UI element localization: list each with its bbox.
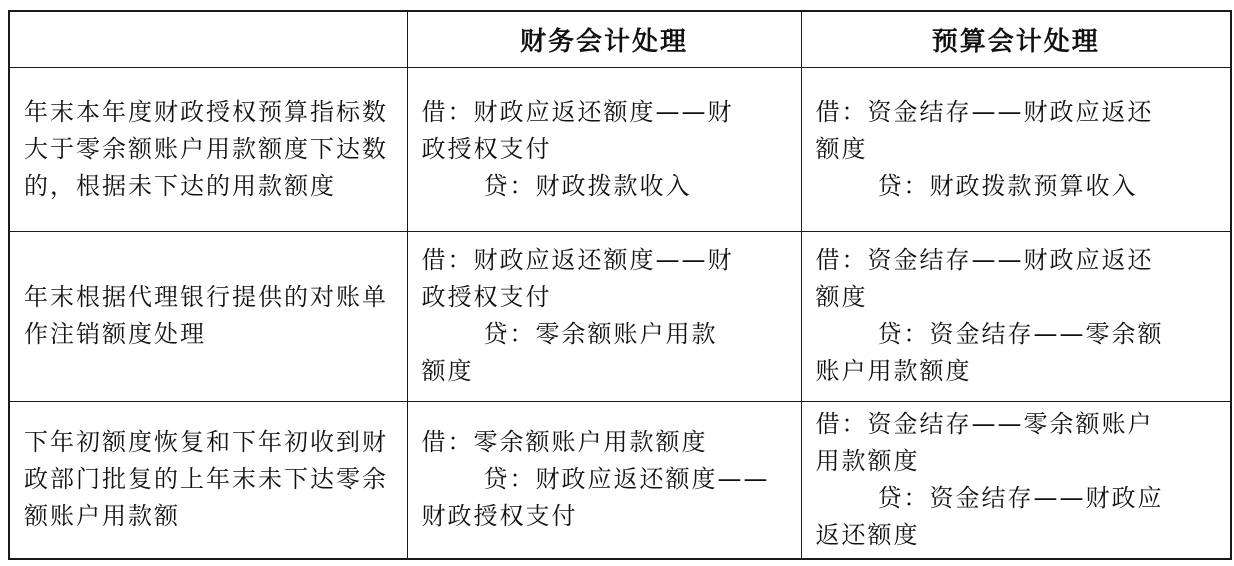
financial-entry <box>407 67 801 231</box>
entry-line: 借：财政应返还额度——财 <box>421 246 734 274</box>
entry-line: 贷：资金结存——零余额 <box>877 320 1164 348</box>
row-description: 年末根据代理银行提供的对账单作注销额度处理 <box>9 231 407 401</box>
entry-line: 贷：财政拨款预算收入 <box>877 171 1138 200</box>
row-description: 下年初额度恢复和下年初收到财政部门批复的上年末未下达零余额账户用款额 <box>9 401 407 559</box>
entry-line: 贷：资金结存——财政应 <box>877 483 1164 512</box>
header-financial: 财务会计处理 <box>407 11 801 67</box>
entry-line: 贷：财政拨款收入 <box>483 171 692 200</box>
entry-line: 贷：财政应返还额度—— <box>483 465 770 494</box>
entry-line: 额度 <box>815 283 868 311</box>
entry-line: 借：资金结存——财政应返还 <box>815 246 1154 274</box>
budget-entry <box>801 231 1231 401</box>
entry-line: 政授权支付 <box>421 134 552 163</box>
entry-line: 借：零余额账户用款额度 <box>421 428 708 457</box>
budget-entry <box>801 401 1231 559</box>
entry-line: 额度 <box>815 134 868 163</box>
entry-line: 政授权支付 <box>421 283 552 311</box>
entry-line: 贷：零余额账户用款 <box>483 320 718 348</box>
budget-entry <box>801 67 1231 231</box>
table-row <box>9 401 1231 559</box>
row-description: 年末本年度财政授权预算指标数大于零余额账户用款额度下达数的，根据未下达的用款额度 <box>9 67 407 231</box>
entry-line: 返还额度 <box>815 520 920 549</box>
entry-line: 用款额度 <box>815 446 920 475</box>
accounting-table <box>8 10 1232 560</box>
financial-entry <box>407 231 801 401</box>
entry-line: 借：财政应返还额度——财 <box>421 97 734 126</box>
header-row <box>9 11 1231 67</box>
header-blank <box>9 11 407 67</box>
entry-line: 额度 <box>421 357 474 385</box>
financial-entry <box>407 401 801 559</box>
entry-line: 财政授权支付 <box>421 502 578 531</box>
table-row <box>9 231 1231 401</box>
table-row <box>9 67 1231 231</box>
entry-line: 账户用款额度 <box>815 357 972 385</box>
header-budget: 预算会计处理 <box>801 11 1231 67</box>
entry-line: 借：资金结存——零余额账户 <box>815 409 1154 438</box>
entry-line: 借：资金结存——财政应返还 <box>815 97 1154 126</box>
